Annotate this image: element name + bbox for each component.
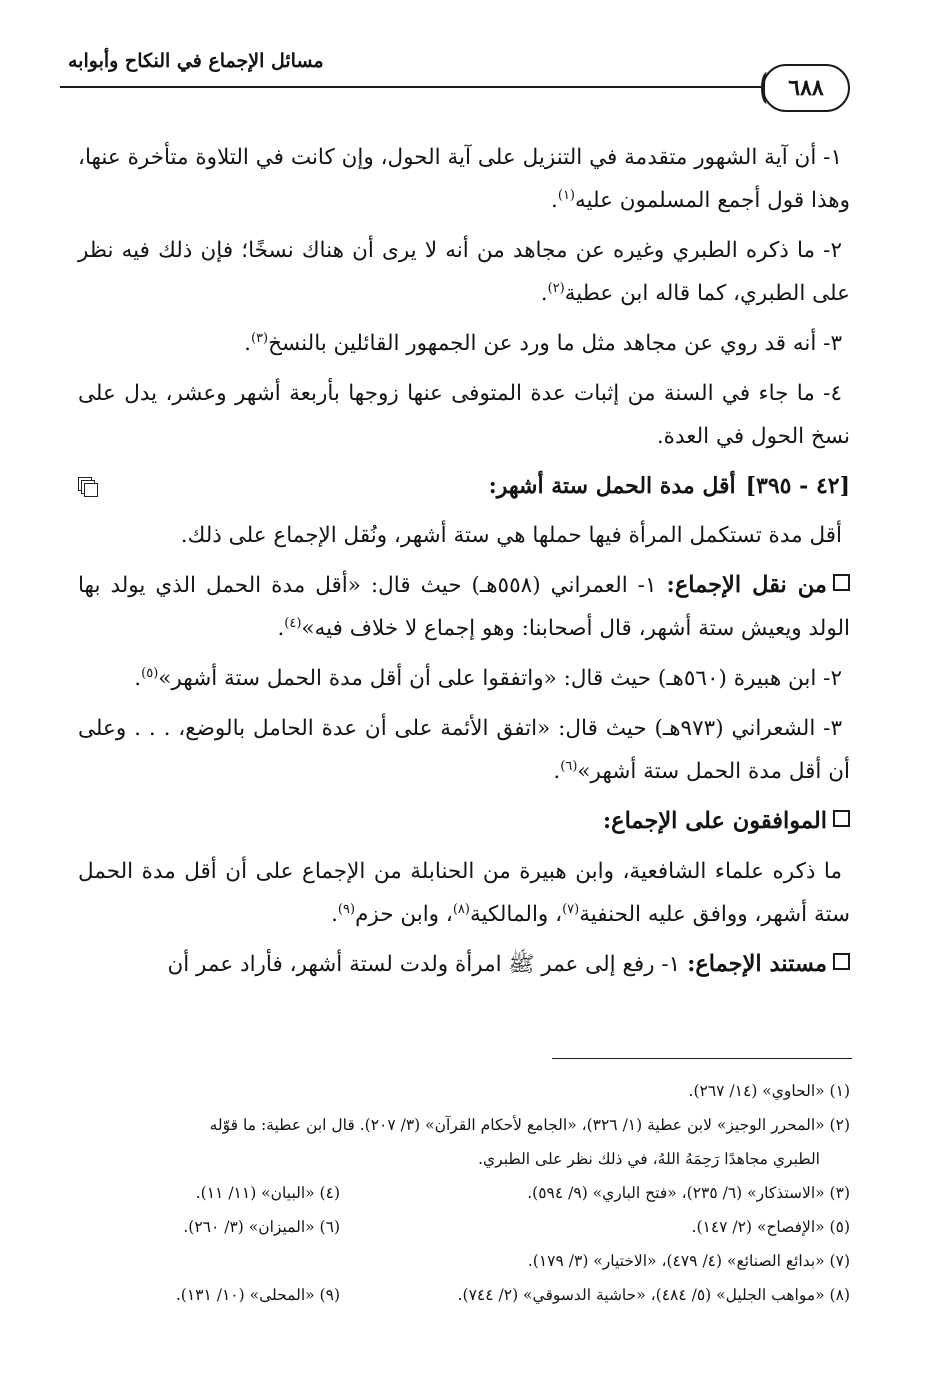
- footnote-2-continued: الطبري مجاهدًا رَحِمَهُ اللهُ، في ذلك نظر على الطبري.: [478, 1150, 820, 1168]
- paragraph-definition: أقل مدة تستكمل المرأة فيها حملها هي ستة أشهر، ونُقل الإجماع على ذلك.: [180, 523, 842, 548]
- footnote-2: (٢) «المحرر الوجيز» لابن عطية (١/ ٣٢٦)، «الجامع لأحكام القرآن» (٣/ ٢٠٧). قال ابن عطية: ما قوّله: [209, 1116, 850, 1134]
- section-title: أقل مدة الحمل ستة أشهر:: [488, 473, 736, 499]
- footnote-ref-5[interactable]: (٥): [141, 665, 159, 681]
- footnote-8: (٨) «مواهب الجليل» (٥/ ٤٨٤)، «حاشية الدسوقي» (٢/ ٧٤٤).: [457, 1286, 850, 1304]
- header-rule: [60, 86, 780, 88]
- section-number: [٤٢ - ٣٩٥]: [745, 473, 850, 499]
- muwafiqun-label: الموافقون على الإجماع:: [602, 808, 827, 834]
- muwafiqun-paragraph: ما ذكره علماء الشافعية، وابن هبيرة من الحنابلة من الإجماع على أن أقل مدة الحمل ستة أشهر، ووافق عليه الحنفية$^{(٧)}$، والمالكية$^{(٨)}$، وابن حزم$^{(٩)}$.: [78, 859, 850, 927]
- main-text: [78, 136, 850, 993]
- footnote-ref-6[interactable]: (٦): [560, 758, 578, 774]
- footnote-ref-2[interactable]: (٢): [547, 280, 565, 296]
- page-number-badge: [762, 64, 850, 112]
- paragraph-2: ٢- ما ذكره الطبري وغيره عن مجاهد من أنه لا يرى أن هناك نسخًا؛ فإن ذلك فيه نظر على الطبري، كما قاله ابن عطية$^{(٢)}$.: [78, 238, 850, 306]
- footnotes: [80, 1074, 850, 1312]
- footnote-7: (٧) «بدائع الصنائع» (٤/ ٤٧٩)، «الاختيار» (٣/ ١٧٩).: [527, 1252, 850, 1270]
- footnote-ref-8[interactable]: (٨): [452, 901, 470, 917]
- footnote-6: (٦) «الميزان» (٣/ ٢٦٠).: [183, 1218, 340, 1236]
- square-bullet-icon: [833, 810, 850, 827]
- stacked-pages-icon: [78, 477, 100, 497]
- footnote-4: (٤) «البيان» (١١/ ١١).: [195, 1184, 340, 1202]
- paragraph-1: ١- أن آية الشهور متقدمة في التنزيل على آية الحول، وإن كانت في التلاوة متأخرة عنها، وهذا قول أجمع المسلمون عليه$^{(١)}$.: [78, 145, 850, 213]
- footnote-row-5-6: [80, 1210, 850, 1244]
- footnote-5: (٥) «الإفصاح» (٢/ ١٤٧).: [691, 1218, 850, 1236]
- footnote-1: (١) «الحاوي» (١٤/ ٢٦٧).: [688, 1082, 850, 1100]
- paragraph-3: ٣- أنه قد روي عن مجاهد مثل ما ورد عن الجمهور القائلين بالنسخ$^{(٣)}$.: [244, 330, 842, 356]
- footnote-9: (٩) «المحلى» (١٠/ ١٣١).: [175, 1286, 340, 1304]
- muwafiqun-heading: [78, 800, 850, 843]
- square-bullet-icon: [833, 953, 850, 970]
- page-number: ٦٨٨: [788, 75, 824, 101]
- naql-label: من نقل الإجماع:: [666, 572, 827, 598]
- mustanad-paragraph: مستند الإجماع: ١- رفع إلى عمر ﷺ امرأة ولدت لستة أشهر، فأراد عمر أن: [78, 943, 850, 986]
- section-heading: [78, 465, 850, 508]
- paragraph-4: ٤- ما جاء في السنة من إثبات عدة المتوفى عنها زوجها بأربعة أشهر وعشر، يدل على نسخ الحول في العدة.: [78, 381, 850, 449]
- footnote-ref-7[interactable]: (٧): [562, 901, 580, 917]
- naql-item-3: ٣- الشعراني (٩٧٣هـ) حيث قال: «اتفق الأئمة على أن عدة الحامل بالوضع، . . . وعلى أن أقل مدة الحمل ستة أشهر»$^{(٦)}$.: [78, 716, 850, 784]
- naql-item-1: من نقل الإجماع: ١- العمراني (٥٥٨هـ) حيث قال: «أقل مدة الحمل الذي يولد بها الولد ويعيش ستة أشهر، قال أصحابنا: وهو إجماع لا خلاف فيه»$^{(٤)}$.: [78, 572, 850, 641]
- footnote-ref-4[interactable]: (٤): [284, 615, 302, 631]
- square-bullet-icon: [833, 574, 850, 591]
- footnote-ref-9[interactable]: (٩): [337, 901, 356, 917]
- footnote-ref-1[interactable]: (١): [557, 187, 575, 203]
- mustanad-label: مستند الإجماع:: [687, 951, 827, 977]
- footnote-ref-3[interactable]: (٣): [250, 330, 269, 346]
- naql-item-2: ٢- ابن هبيرة (٥٦٠هـ) حيث قال: «واتفقوا على أن أقل مدة الحمل ستة أشهر»$^{(٥)}$.: [134, 665, 842, 691]
- footnote-row-8-9: [80, 1278, 850, 1312]
- footnote-row-3-4: [80, 1176, 850, 1210]
- running-title: مسائل الإجماع في النكاح وأبوابه: [68, 50, 324, 72]
- footnote-3: (٣) «الاستذكار» (٦/ ٢٣٥)، «فتح الباري» (٩/ ٥٩٤).: [527, 1184, 850, 1202]
- page-header: [60, 40, 850, 120]
- footnote-separator: [552, 1058, 852, 1059]
